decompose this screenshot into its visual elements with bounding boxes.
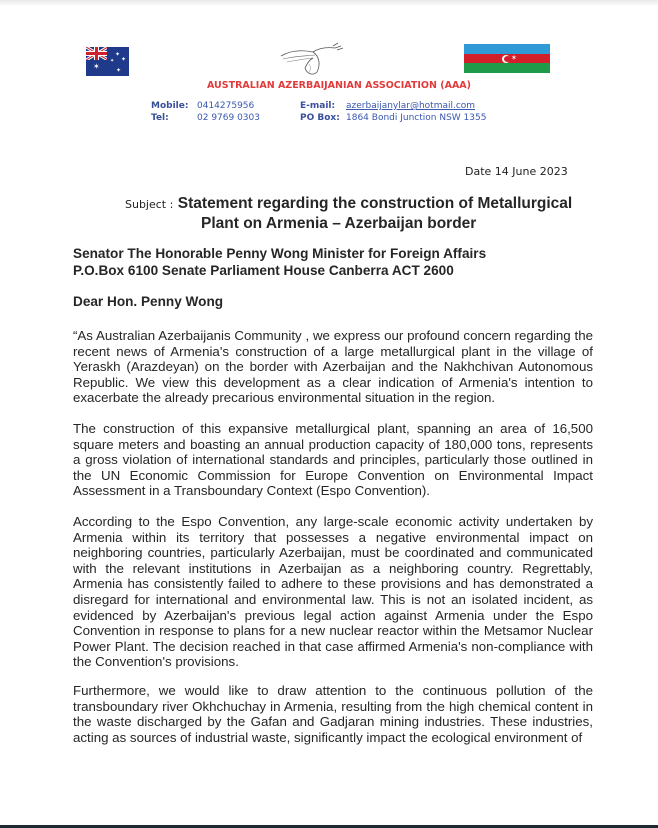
body-paragraph-4: Furthermore, we would like to draw attention to the continuous pollution of the transboundary river Okhchuchay in Armenia, resulting from the high chemical content in the waste discharged by the Gafan and Gadjaran mining industries. These industries, acting as sources of industrial waste, significantly impact the ecological environment of xyxy=(73,683,593,745)
contact-address-block xyxy=(300,100,486,124)
mobile-number: 0414275956 xyxy=(197,101,255,111)
contact-phone-block xyxy=(151,100,260,124)
subject-block xyxy=(125,194,585,233)
organization-name: AUSTRALIAN AZERBAIJANIAN ASSOCIATION (AAA) xyxy=(206,80,471,91)
tel-number: 02 9769 0303 xyxy=(197,113,260,123)
pobox-label: PO Box: xyxy=(300,113,340,123)
azerbaijan-flag-icon: ✶ xyxy=(464,44,550,73)
mobile-label: Mobile: xyxy=(151,101,189,111)
australia-flag-icon: ✶ ✦ ✦ ✦ ✦ xyxy=(86,47,129,76)
body-paragraph-3: According to the Espo Convention, any large-scale economic activity undertaken by Armenia within its territory that possesses a negative environmental impact on neighboring countries, particularly Azerbaijan, must be coordinated and communicated with the relevant institutions in Azerbaijan as a neighboring country. Regrettably, Armenia has consistently failed to adhere to these provisions and has demonstrated a disregard for international and environmental law. This is not an isolated incident, as evidenced by Azerbaijan's previous legal action against Armenia under the Espo Convention in response to plans for a new nuclear reactor within the Metsamor Nuclear Power Plant. The decision reached in that case affirmed Armenia's non-compliance with the Convention's provisions. xyxy=(73,514,593,670)
pobox-address: 1864 Bondi Junction NSW 1355 xyxy=(346,113,487,123)
tel-label: Tel: xyxy=(151,113,169,123)
subject-label: Subject : xyxy=(125,198,174,211)
body-paragraph-2: The construction of this expansive metallurgical plant, spanning an area of 16,500 square meters and boasting an annual production capacity of 180,000 tons, represents a gross violation of international standards and principles, particularly those outlined in the UN Economic Commission for Europe Convention on Environmental Impact Assessment in a Transboundary Context (Espo Convention). xyxy=(73,421,593,499)
salutation: Dear Hon. Penny Wong xyxy=(73,294,224,309)
email-label: E-mail: xyxy=(300,101,336,111)
subject-title-line2: Plant on Armenia – Azerbaijan border xyxy=(201,215,477,232)
dove-logo-icon xyxy=(275,42,347,78)
addressee-name: Senator The Honorable Penny Wong Minister for Foreign Affairs xyxy=(73,246,487,261)
subject-title-line1: Statement regarding the construction of Metallurgical xyxy=(177,195,573,212)
body-paragraph-1: “As Australian Azerbaijanis Community , we express our profound concern regarding the recent news of Armenia's construction of a large metallurgical plant in the village of Yeraskh (Arazdeyan) on the border with Azerbaijan and the Nakhchivan Autonomous Republic. We view this development as a clear indication of Armenia's intention to exacerbate the already precarious environmental situation in the region. xyxy=(73,328,593,406)
letter-date: Date 14 June 2023 xyxy=(465,165,568,178)
addressee-block xyxy=(73,245,613,279)
addressee-address: P.O.Box 6100 Senate Parliament House Canberra ACT 2600 xyxy=(73,263,454,278)
email-link[interactable]: azerbaijanylar@hotmail.com xyxy=(346,101,476,111)
